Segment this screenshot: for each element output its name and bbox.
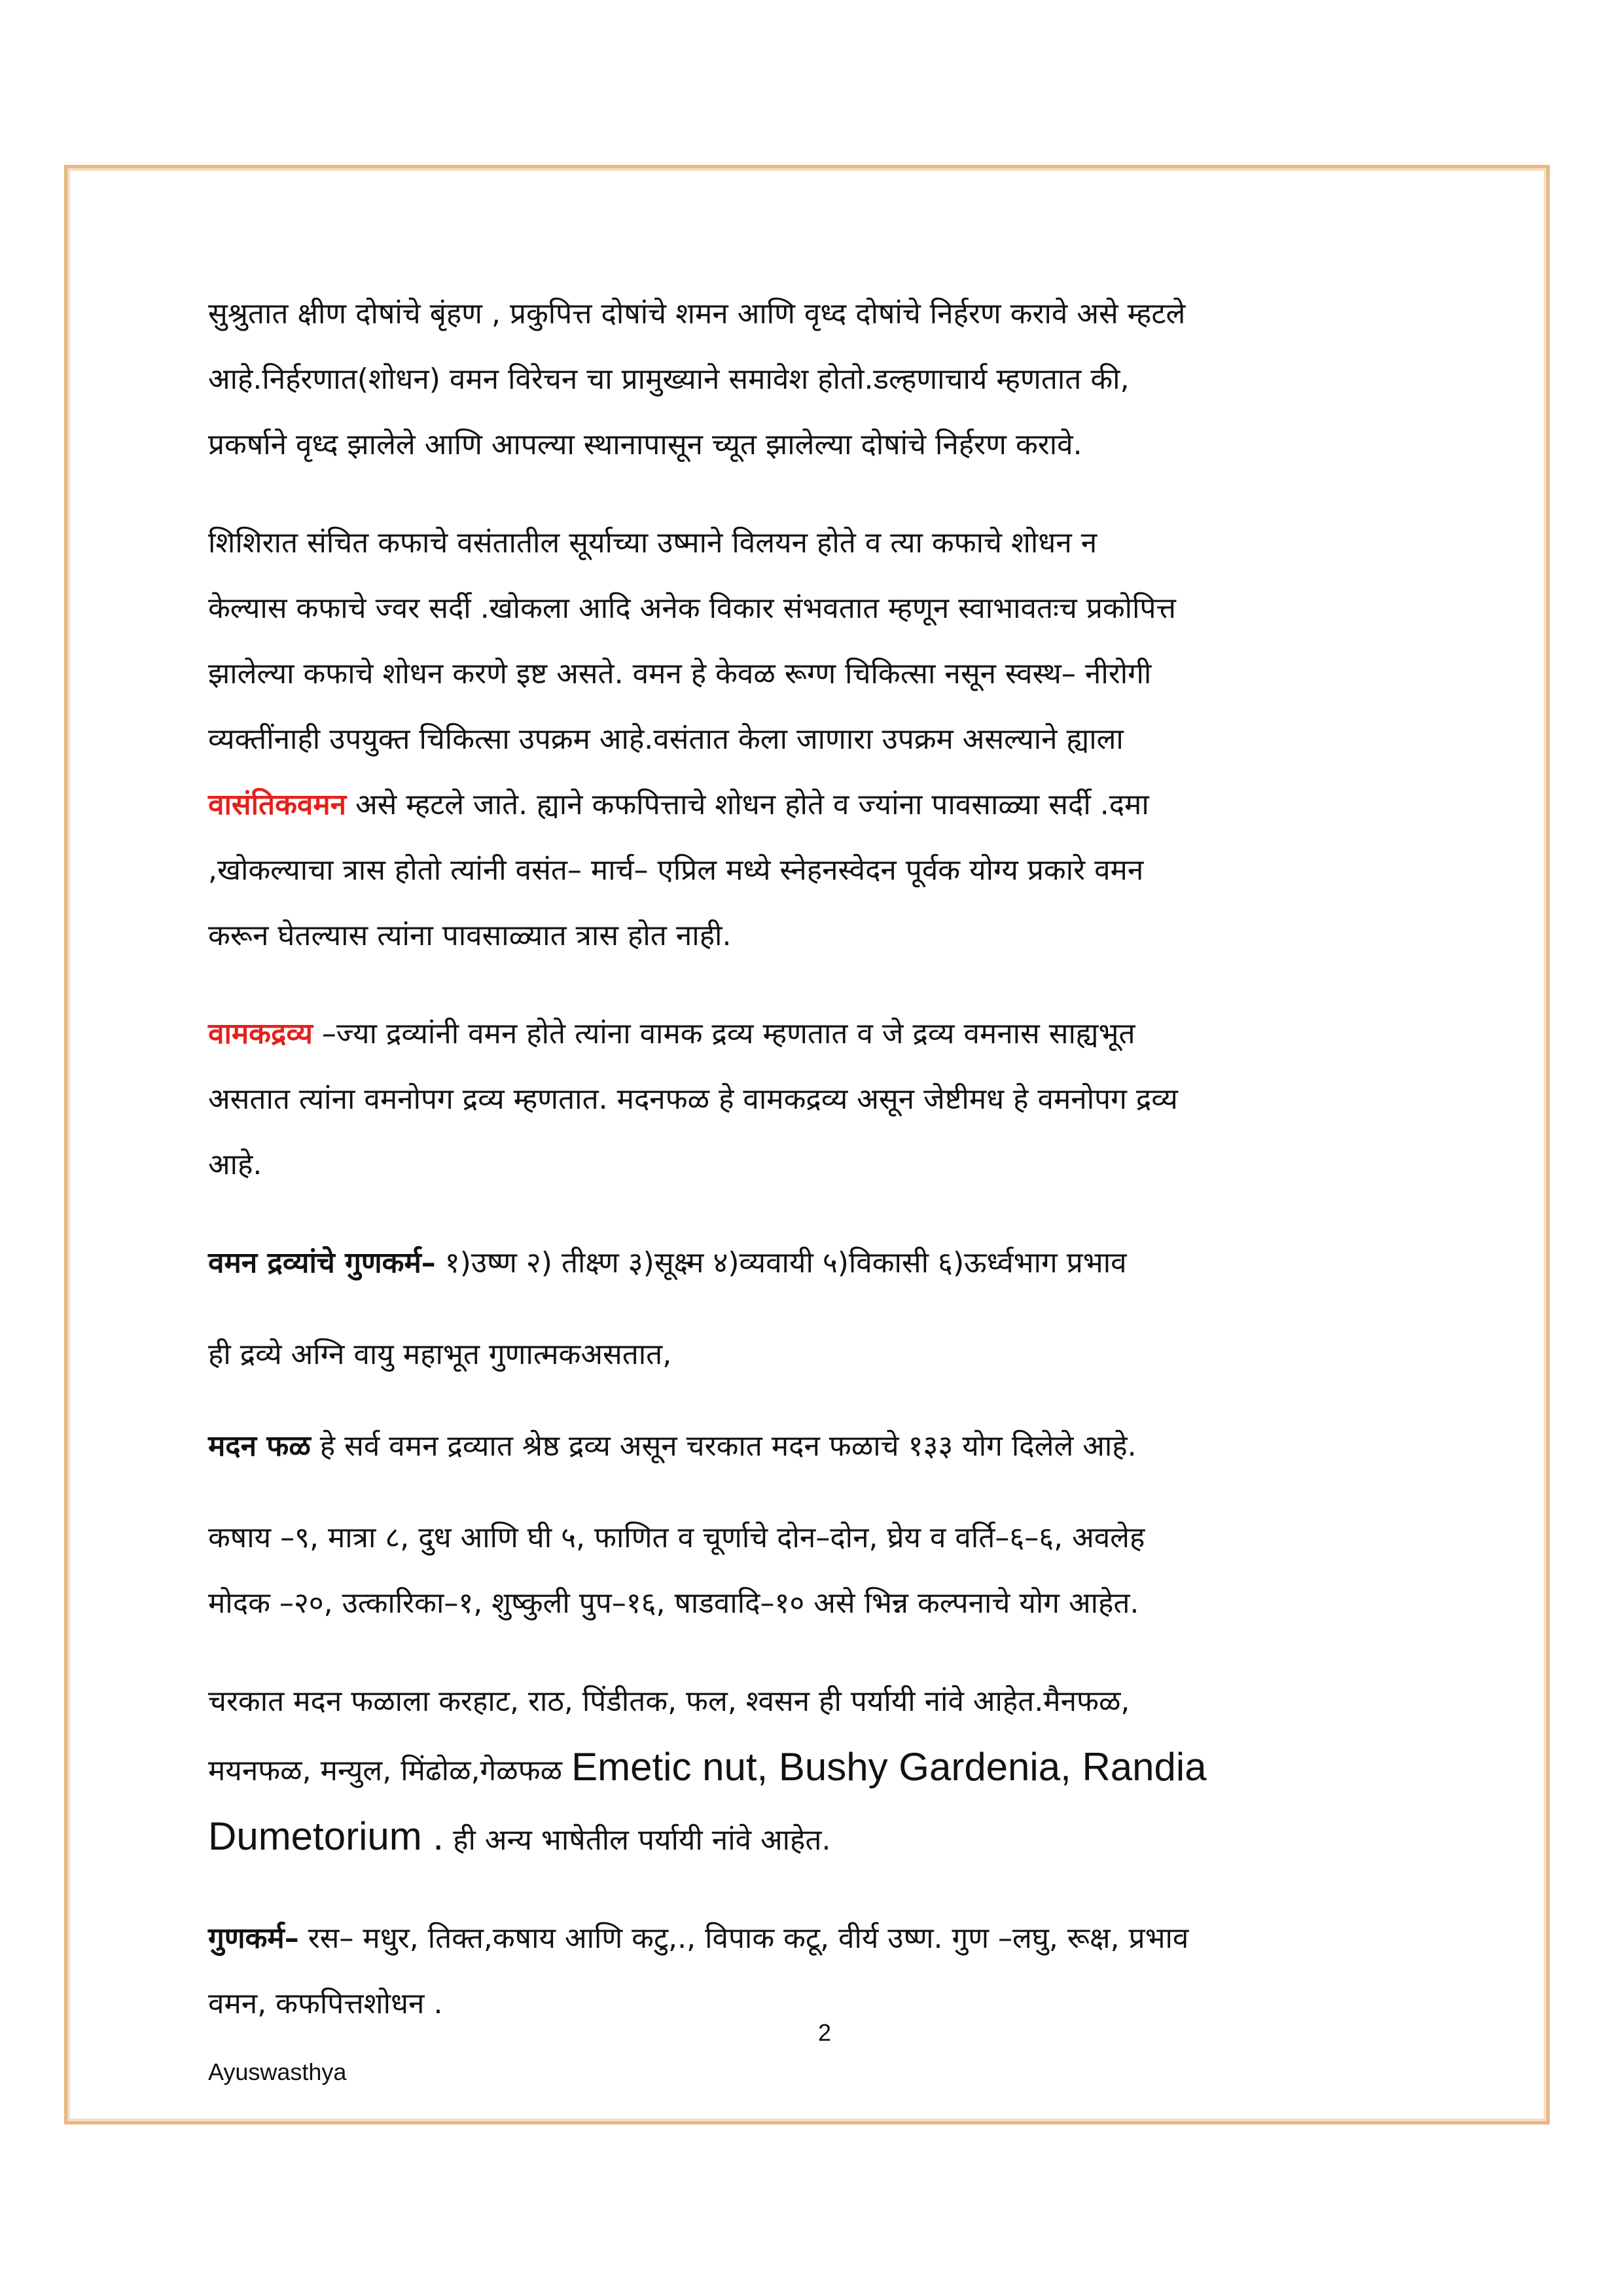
text-segment: १)उष्ण २) तीक्ष्ण ३)सूक्ष्म ४)व्यवायी ५)विकासी ६)ऊर्ध्वभाग प्रभाव xyxy=(435,1246,1127,1280)
paragraph-vasantik-vaman xyxy=(208,511,1452,969)
text-segment: –ज्या द्रव्यांनी वमन होते त्यांना वामक द्रव्य म्हणतात व जे द्रव्य वमनास साह्यभूत xyxy=(312,1017,1135,1050)
text-line: करून घेतल्यास त्यांना पावसाळ्यात त्रास होत नाही. xyxy=(208,919,732,952)
paragraph-vamak-dravya xyxy=(208,1001,1452,1198)
paragraph-gunakarma xyxy=(208,1906,1452,2037)
highlight-term-vasantik-vaman: वासंतिकवमन xyxy=(208,788,347,821)
bold-term-vaman-dravya-gunakarma: वमन द्रव्यांचे गुणकर्म– xyxy=(208,1246,436,1280)
text-line xyxy=(208,772,1452,838)
latin-names: Emetic nut, Bushy Gardenia, Randia xyxy=(571,1745,1207,1789)
text-line: चरकात मदन फळाला करहाट, राठ, पिंडीतक, फल, श्वसन ही पर्यायी नांवे आहेत.मैनफळ, xyxy=(208,1685,1130,1718)
text-line: केल्यास कफाचे ज्वर सर्दी .खोकला आदि अनेक विकार संभवतात म्हणून स्वाभावतःच प्रकोपित्त xyxy=(208,592,1176,625)
highlight-term-vamak-dravya: वामकद्रव्य xyxy=(208,1017,313,1050)
text-line: झालेल्या कफाचे शोधन करणे इष्ट असते. वमन हे केवळ रूग्ण चिकित्सा नसून स्वस्थ– नीरोगी xyxy=(208,657,1152,691)
bold-term-gunakarma: गुणकर्म– xyxy=(208,1922,299,1955)
text-line: ही द्रव्ये अग्नि वायु महाभूत गुणात्मकअसतात, xyxy=(208,1338,672,1371)
paragraph-sushruta xyxy=(208,281,1452,478)
text-line: मोदक –२०, उत्कारिका–१, शुष्कुली पुप–१६, षाडवादि–१० असे भिन्न कल्पनाचे योग आहेत. xyxy=(208,1587,1139,1620)
text-line xyxy=(208,1906,1452,1971)
text-segment: मयनफळ, मन्युल, मिंढोळ,गेळफळ xyxy=(208,1754,572,1787)
text-line xyxy=(208,1001,1452,1067)
text-segment: हे सर्व वमन द्रव्यात श्रेष्ठ द्रव्य असून चरकात मदन फळाचे १३३ योग दिलेले आहे. xyxy=(310,1429,1137,1463)
footer-brand: Ayuswasthya xyxy=(208,2058,347,2085)
text-line: असतात त्यांना वमनोपग द्रव्य म्हणतात. मदनफळ हे वामकद्रव्य असून जेष्टीमध हे वमनोपग द्रव्य xyxy=(208,1083,1178,1116)
text-line: आहे. xyxy=(208,1148,262,1181)
text-line: प्रकर्षाने वृध्द झालेले आणि आपल्या स्थानापासून च्यूत झालेल्या दोषांचे निर्हरण करावे. xyxy=(208,428,1082,461)
text-line: वमन, कफपित्तशोधन . xyxy=(208,1987,443,2020)
text-line xyxy=(208,1734,1452,1804)
text-line: ,खोकल्याचा त्रास होतो त्यांनी वसंत– मार्च– एप्रिल मध्ये स्नेहनस्वेदन पूर्वक योग्य प्रकारे वमन xyxy=(208,853,1144,887)
paragraph-yoga-list xyxy=(208,1505,1452,1636)
text-line: सुश्रुतात क्षीण दोषांचे बृंहण , प्रकुपित्त दोषांचे शमन आणि वृध्द दोषांचे निर्हरण करावे असे म्हटले xyxy=(208,297,1186,331)
text-line xyxy=(208,1804,1452,1873)
paragraph-mahabhuta xyxy=(208,1322,1452,1388)
paragraph-synonyms xyxy=(208,1669,1452,1873)
latin-names: Dumetorium . xyxy=(208,1814,444,1858)
paragraph-vaman-gunakarma xyxy=(208,1230,1452,1296)
text-segment: रस– मधुर, तिक्त,कषाय आणि कटु,., विपाक कटू, वीर्य उष्ण. गुण –लघु, रूक्ष, प्रभाव xyxy=(298,1922,1189,1955)
text-segment: ही अन्य भाषेतील पर्यायी नांवे आहेत. xyxy=(444,1823,831,1857)
text-line: व्यक्तींनाही उपयुक्त चिकित्सा उपक्रम आहे.वसंतात केला जाणारा उपक्रम असल्याने ह्याला xyxy=(208,723,1124,756)
text-segment: असे म्हटले जाते. ह्याने कफपित्ताचे शोधन होते व ज्यांना पावसाळ्या सर्दी .दमा xyxy=(346,788,1149,821)
text-line: आहे.निर्हरणात(शोधन) वमन विरेचन चा प्रामुख्याने समावेश होतो.डल्हणाचार्य म्हणतात की, xyxy=(208,363,1130,396)
bold-term-madan-phal: मदन फळ xyxy=(208,1429,311,1463)
text-line: कषाय –९, मात्रा ८, दुध आणि घी ५, फाणित व चूर्णाचे दोन–दोन, घ्रेय व वर्ति–६–६, अवलेह xyxy=(208,1521,1145,1554)
text-line xyxy=(208,1414,1452,1479)
text-line: शिशिरात संचित कफाचे वसंतातील सूर्याच्या उष्माने विलयन होते व त्या कफाचे शोधन न xyxy=(208,526,1097,560)
page-number: 2 xyxy=(817,2019,832,2046)
text-line xyxy=(208,1230,1452,1296)
document-body xyxy=(208,281,1452,2070)
paragraph-madan-phal xyxy=(208,1414,1452,1479)
